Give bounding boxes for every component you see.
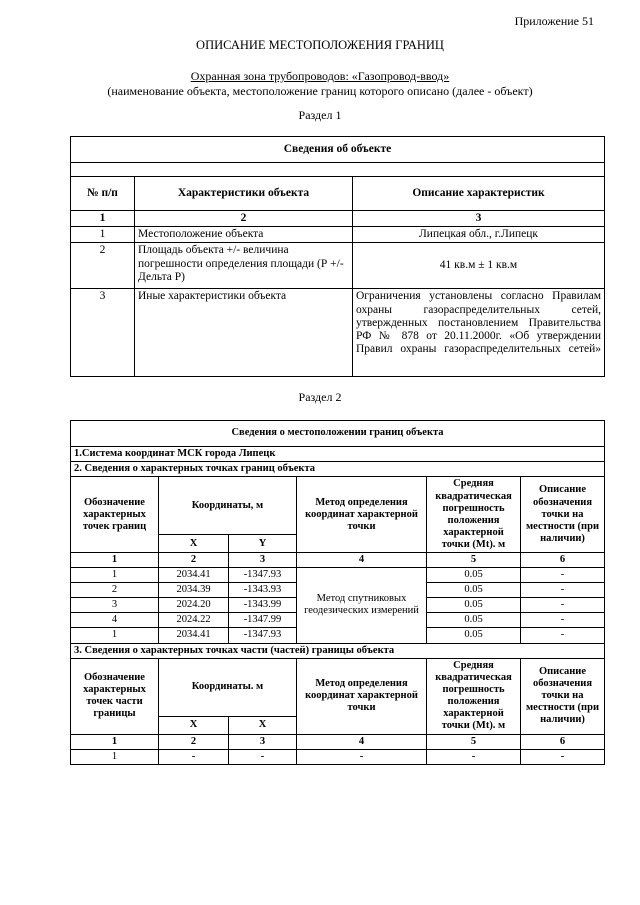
col-header-description: Описание характеристик [353, 177, 605, 211]
point-x: 2034.41 [159, 628, 229, 643]
row-description: 41 кв.м ± 1 кв.м [353, 243, 605, 289]
document-title: ОПИСАНИЕ МЕСТОПОЛОЖЕНИЯ ГРАНИЦ [196, 38, 444, 52]
row-characteristic: Площадь объекта +/- величина погрешности определения площади (Р +/- Дельта Р) [135, 243, 353, 289]
part-point-x: - [159, 749, 229, 764]
col-header-part-coords: Координаты. м [159, 658, 297, 716]
row-description: Ограничения установлены согласно Правилам охраны газораспределительных сетей, утвержденных постановлением Правительства РФ № 878 от 20.11.2000г. «Об утверждении Правил охраны газораспределительных сетей» [353, 289, 605, 377]
coordinate-system: 1.Система координат МСК города Липецк [71, 447, 605, 462]
table-row [71, 568, 605, 583]
table-row [71, 749, 605, 764]
col-index: 3 [229, 734, 297, 749]
col-header-num: № п/п [71, 177, 135, 211]
part-point-y: - [229, 749, 297, 764]
point-description: - [521, 568, 605, 583]
col-header-method: Метод определения координат характерной точки [297, 477, 427, 553]
point-method: Метод спутниковых геодезических измерений [297, 568, 427, 643]
appendix-label: Приложение 51 [514, 14, 594, 28]
point-error: 0.05 [427, 568, 521, 583]
point-error: 0.05 [427, 583, 521, 598]
point-description: - [521, 598, 605, 613]
col-header-part-method: Метод определения координат характерной точки [297, 658, 427, 734]
point-description: - [521, 583, 605, 598]
point-number: 2 [71, 583, 159, 598]
col-header-y: Y [229, 535, 297, 553]
col-index: 2 [135, 211, 353, 227]
col-index: 2 [159, 553, 229, 568]
point-y: -1347.93 [229, 568, 297, 583]
boundary-table-title: Сведения о местоположении границ объекта [71, 421, 605, 447]
point-number: 1 [71, 628, 159, 643]
row-description: Липецкая обл., г.Липецк [353, 227, 605, 243]
point-error: 0.05 [427, 613, 521, 628]
point-x: 2024.22 [159, 613, 229, 628]
col-index: 3 [353, 211, 605, 227]
object-name [0, 69, 640, 84]
col-index: 4 [297, 734, 427, 749]
spacer-row [71, 163, 605, 177]
table-row [71, 227, 605, 243]
object-info-title: Сведения об объекте [71, 137, 605, 163]
point-description: - [521, 613, 605, 628]
section-1-label: Раздел 1 [298, 108, 342, 122]
table-row [71, 289, 605, 377]
col-index: 3 [229, 553, 297, 568]
row-num: 3 [71, 289, 135, 377]
col-header-coords: Координаты, м [159, 477, 297, 535]
col-header-point-description: Описание обозначения точки на местности (при наличии) [521, 477, 605, 553]
part-point-method: - [297, 749, 427, 764]
col-index: 4 [297, 553, 427, 568]
point-error: 0.05 [427, 598, 521, 613]
object-name-text: Охранная зона трубопроводов: «Газопровод-ввод» [190, 69, 450, 83]
col-header-part-description: Описание обозначения точки на местности (при наличии) [521, 658, 605, 734]
object-info-table [70, 136, 605, 377]
part-point-error: - [427, 749, 521, 764]
row-num: 2 [71, 243, 135, 289]
col-index: 1 [71, 211, 135, 227]
section-2-label: Раздел 2 [298, 390, 342, 404]
col-index: 2 [159, 734, 229, 749]
point-number: 1 [71, 568, 159, 583]
col-header-part-x2: X [229, 716, 297, 734]
row-num: 1 [71, 227, 135, 243]
col-header-characteristic: Характеристики объекта [135, 177, 353, 211]
object-name-caption: (наименование объекта, местоположение границ которого описано (далее - объект) [107, 84, 533, 98]
col-header-x: X [159, 535, 229, 553]
col-index: 1 [71, 553, 159, 568]
point-x: 2024.20 [159, 598, 229, 613]
col-index: 5 [427, 553, 521, 568]
point-x: 2034.41 [159, 568, 229, 583]
col-index: 6 [521, 734, 605, 749]
point-y: -1343.99 [229, 598, 297, 613]
table-row [71, 243, 605, 289]
point-x: 2034.39 [159, 583, 229, 598]
subsection-3-title: 3. Сведения о характерных точках части (частей) границы объекта [71, 643, 605, 658]
point-number: 3 [71, 598, 159, 613]
col-header-part-x: X [159, 716, 229, 734]
col-header-error: Средняя квадратическая погрешность положения характерной точки (Mt). м [427, 477, 521, 553]
col-header-points: Обозначение характерных точек границ [71, 477, 159, 553]
point-description: - [521, 628, 605, 643]
point-error: 0.05 [427, 628, 521, 643]
boundary-location-table [70, 420, 605, 765]
part-point-description: - [521, 749, 605, 764]
part-point-number: 1 [71, 749, 159, 764]
point-number: 4 [71, 613, 159, 628]
col-index: 6 [521, 553, 605, 568]
col-index: 1 [71, 734, 159, 749]
row-characteristic: Местоположение объекта [135, 227, 353, 243]
point-y: -1343.93 [229, 583, 297, 598]
point-y: -1347.99 [229, 613, 297, 628]
col-index: 5 [427, 734, 521, 749]
row-characteristic: Иные характеристики объекта [135, 289, 353, 377]
subsection-2-title: 2. Сведения о характерных точках границ объекта [71, 462, 605, 477]
point-y: -1347.93 [229, 628, 297, 643]
col-header-part-points: Обозначение характерных точек части границы [71, 658, 159, 734]
col-header-part-error: Средняя квадратическая погрешность положения характерной точки (Mt). м [427, 658, 521, 734]
